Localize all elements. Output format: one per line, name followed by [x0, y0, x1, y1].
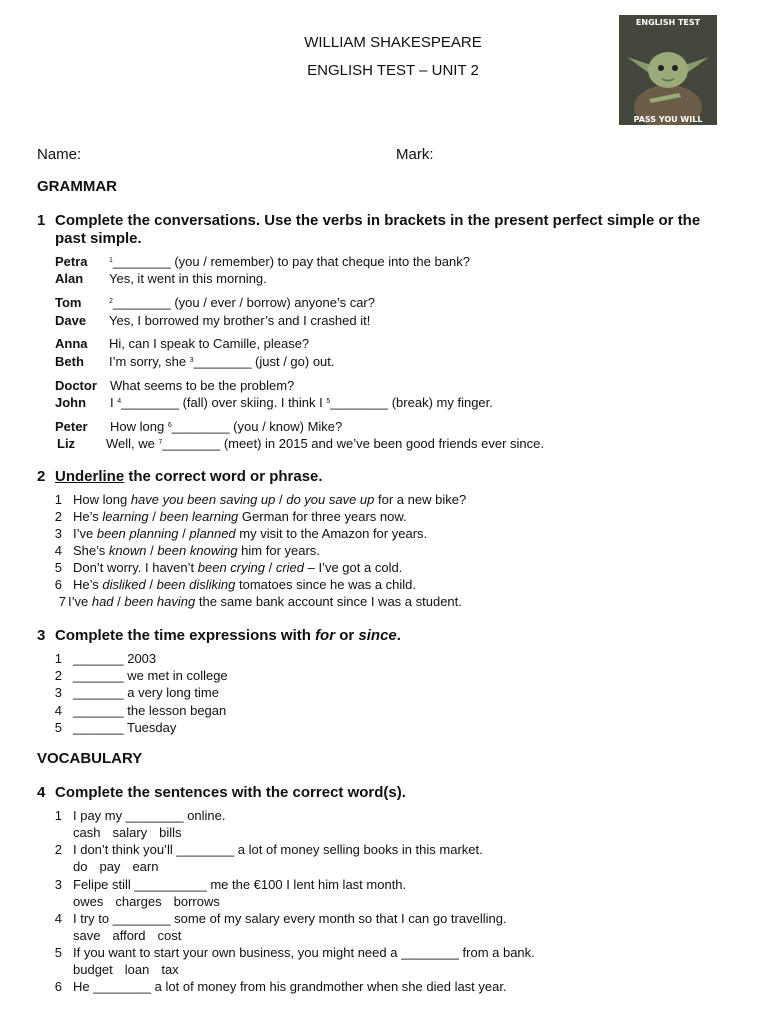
list-item-number: 4 [54, 703, 62, 718]
dialogue-line-anna: Hi, can I speak to Camille, please? [109, 336, 310, 351]
ex4-instruction: Complete the sentences with the correct word(s). [55, 784, 406, 801]
list-item: Don’t worry. I haven’t been crying / cried – I’ve got a cold. [73, 560, 403, 575]
word-options [73, 894, 232, 909]
image-caption-top: ENGLISH TEST [635, 18, 701, 27]
speaker-john: John [55, 395, 87, 410]
list-item: I’ve had / been having the same bank account since I was a student. [68, 594, 462, 609]
ex3-number: 3 [37, 627, 46, 644]
list-item-number: 3 [54, 877, 62, 892]
list-item-number: 5 [54, 945, 62, 960]
list-item-number: 1 [54, 492, 62, 507]
word-options [73, 859, 170, 874]
word-option: do [73, 859, 88, 874]
dialogue-line-dave: Yes, I borrowed my brother’s and I crashed it! [109, 313, 371, 328]
list-item: Felipe still __________ me the €100 I lent him last month. [73, 877, 407, 892]
word-option: cost [157, 928, 182, 943]
list-item-number: 7 [58, 594, 66, 609]
dialogue-line-doctor: What seems to be the problem? [110, 378, 295, 393]
list-item: I’ve been planning / planned my visit to the Amazon for years. [73, 526, 428, 541]
name-label: Name: [37, 146, 82, 163]
word-option: pay [99, 859, 121, 874]
list-item: I try to ________ some of my salary every month so that I can go travelling. [73, 911, 507, 926]
list-item: He ________ a lot of money from his grandmother when she died last year. [73, 979, 507, 994]
dialogue-line-beth: I’m sorry, she $^3$________ (just / go) out. [109, 354, 335, 369]
list-item-number: 3 [54, 526, 62, 541]
dialogue-line-petra: $^1$________ (you / remember) to pay that cheque into the bank? [109, 254, 470, 269]
list-item-number: 4 [54, 911, 62, 926]
word-option: budget [73, 962, 113, 977]
list-item: He’s learning / been learning German for three years now. [73, 509, 407, 524]
ex1-instruction-line2: past simple. [55, 230, 142, 247]
title-line-1: WILLIAM SHAKESPEARE [304, 34, 482, 51]
list-item-number: 2 [54, 509, 62, 524]
word-option: earn [132, 859, 159, 874]
word-option: owes [73, 894, 104, 909]
list-item-number: 5 [54, 720, 62, 735]
list-item: _______ a very long time [73, 685, 219, 700]
list-item-number: 5 [54, 560, 62, 575]
word-option: borrows [173, 894, 220, 909]
list-item: _______ 2003 [73, 651, 157, 666]
list-item: She’s known / been knowing him for years. [73, 543, 320, 558]
list-item: He’s disliked / been disliking tomatoes since he was a child. [73, 577, 417, 592]
title-line-2: ENGLISH TEST – UNIT 2 [307, 62, 479, 79]
word-options [73, 962, 191, 977]
list-item-number: 6 [54, 979, 62, 994]
list-item: If you want to start your own business, you might need a ________ from a bank. [73, 945, 535, 960]
ex4-number: 4 [37, 784, 46, 801]
speaker-anna: Anna [55, 336, 88, 351]
list-item-number: 2 [54, 668, 62, 683]
yoda-meme-image [619, 15, 717, 125]
list-item: I pay my ________ online. [73, 808, 226, 823]
dialogue-line-tom: $^2$________ (you / ever / borrow) anyone’s car? [109, 295, 375, 310]
dialogue-line-liz: Well, we $^7$________ (meet) in 2015 and we’ve been good friends ever since. [106, 436, 544, 451]
word-option: tax [161, 962, 179, 977]
word-option: charges [115, 894, 162, 909]
yoda-illustration [619, 15, 717, 125]
list-item: _______ we met in college [73, 668, 228, 683]
grammar-heading: GRAMMAR [37, 178, 117, 195]
list-item-number: 1 [54, 808, 62, 823]
word-option: save [73, 928, 101, 943]
list-item: _______ the lesson began [73, 703, 227, 718]
speaker-tom: Tom [55, 295, 82, 310]
list-item-number: 3 [54, 685, 62, 700]
vocabulary-heading: VOCABULARY [37, 750, 143, 767]
ex1-number: 1 [37, 212, 46, 229]
speaker-peter: Peter [55, 419, 88, 434]
word-option: cash [73, 825, 101, 840]
ex2-instruction: Underline the correct word or phrase. [55, 468, 323, 485]
word-options [73, 928, 193, 943]
ex1-instruction-line1: Complete the conversations. Use the verbs in brackets in the present perfect simple or the [55, 212, 701, 229]
list-item-number: 2 [54, 842, 62, 857]
speaker-petra: Petra [55, 254, 88, 269]
list-item: _______ Tuesday [73, 720, 177, 735]
word-option: salary [112, 825, 148, 840]
list-item-number: 1 [54, 651, 62, 666]
dialogue-line-john: I $^4$________ (fall) over skiing. I think I $^5$________ (break) my finger. [110, 395, 493, 410]
speaker-beth: Beth [55, 354, 84, 369]
word-option: afford [112, 928, 146, 943]
ex2-number: 2 [37, 468, 46, 485]
dialogue-line-alan: Yes, it went in this morning. [109, 271, 267, 286]
word-option: bills [159, 825, 182, 840]
list-item-number: 4 [54, 543, 62, 558]
word-options [73, 825, 194, 840]
ex3-instruction: Complete the time expressions with for or since. [55, 627, 401, 644]
dialogue-line-peter: How long $^6$________ (you / know) Mike? [110, 419, 343, 434]
speaker-liz: Liz [57, 436, 76, 451]
speaker-doctor: Doctor [55, 378, 97, 393]
mark-label: Mark: [396, 146, 434, 163]
speaker-alan: Alan [55, 271, 84, 286]
word-option: loan [124, 962, 150, 977]
speaker-dave: Dave [55, 313, 87, 328]
list-item-number: 6 [54, 577, 62, 592]
list-item: I don’t think you’ll ________ a lot of money selling books in this market. [73, 842, 483, 857]
list-item: How long have you been saving up / do you save up for a new bike? [73, 492, 467, 507]
image-caption-bottom: PASS YOU WILL [633, 115, 703, 124]
